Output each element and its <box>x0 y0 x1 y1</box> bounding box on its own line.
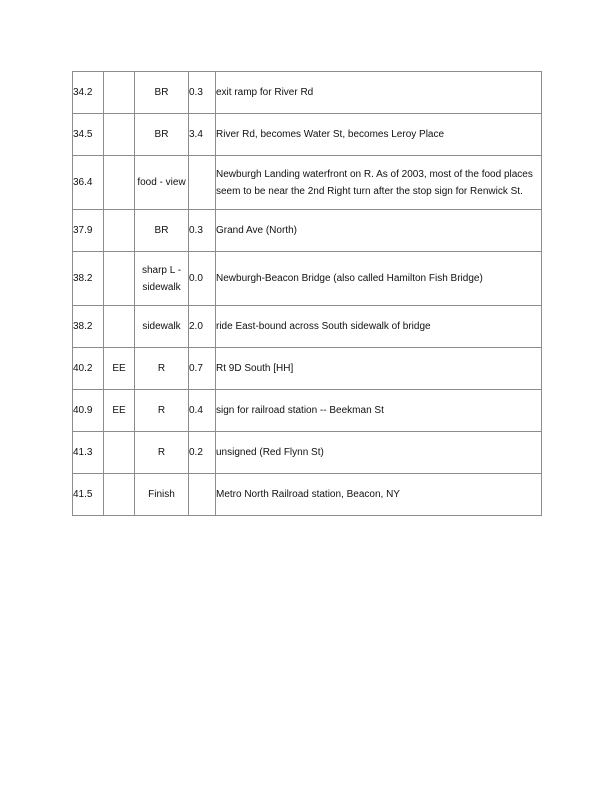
table-row <box>73 210 542 252</box>
tag-cell <box>104 210 135 252</box>
distance-cell: 0.0 <box>189 252 216 306</box>
description-cell: Grand Ave (North) <box>216 210 542 252</box>
turn-cell: R <box>135 432 189 474</box>
distance-cell: 3.4 <box>189 114 216 156</box>
turn-cell: BR <box>135 210 189 252</box>
turn-cell: R <box>135 348 189 390</box>
turn-cell: food - view <box>135 156 189 210</box>
description-cell: Metro North Railroad station, Beacon, NY <box>216 474 542 516</box>
tag-cell <box>104 72 135 114</box>
tag-cell: EE <box>104 390 135 432</box>
mileage-cell: 41.3 <box>73 432 104 474</box>
description-cell: Rt 9D South [HH] <box>216 348 542 390</box>
distance-cell: 0.4 <box>189 390 216 432</box>
tag-cell <box>104 474 135 516</box>
description-cell: Newburgh-Beacon Bridge (also called Hamilton Fish Bridge) <box>216 252 542 306</box>
turn-cell: BR <box>135 114 189 156</box>
turn-cell: sharp L - sidewalk <box>135 252 189 306</box>
table-row <box>73 156 542 210</box>
table-row <box>73 474 542 516</box>
mileage-cell: 38.2 <box>73 306 104 348</box>
table-row <box>73 114 542 156</box>
mileage-cell: 34.2 <box>73 72 104 114</box>
turn-cell: BR <box>135 72 189 114</box>
table-row <box>73 390 542 432</box>
description-cell: Newburgh Landing waterfront on R. As of 2003, most of the food places seem to be near the 2nd Right turn after the stop sign for Renwick St. <box>216 156 542 210</box>
table-row <box>73 306 542 348</box>
turn-cell: R <box>135 390 189 432</box>
mileage-cell: 36.4 <box>73 156 104 210</box>
table-row <box>73 252 542 306</box>
description-cell: exit ramp for River Rd <box>216 72 542 114</box>
tag-cell <box>104 252 135 306</box>
distance-cell: 2.0 <box>189 306 216 348</box>
distance-cell <box>189 474 216 516</box>
table-row <box>73 72 542 114</box>
tag-cell <box>104 432 135 474</box>
mileage-cell: 40.2 <box>73 348 104 390</box>
cue-sheet-table <box>72 71 542 516</box>
description-cell: ride East-bound across South sidewalk of bridge <box>216 306 542 348</box>
mileage-cell: 41.5 <box>73 474 104 516</box>
distance-cell <box>189 156 216 210</box>
mileage-cell: 34.5 <box>73 114 104 156</box>
description-cell: unsigned (Red Flynn St) <box>216 432 542 474</box>
distance-cell: 0.3 <box>189 72 216 114</box>
table-row <box>73 432 542 474</box>
distance-cell: 0.7 <box>189 348 216 390</box>
tag-cell: EE <box>104 348 135 390</box>
distance-cell: 0.3 <box>189 210 216 252</box>
description-cell: sign for railroad station -- Beekman St <box>216 390 542 432</box>
mileage-cell: 38.2 <box>73 252 104 306</box>
tag-cell <box>104 156 135 210</box>
turn-cell: Finish <box>135 474 189 516</box>
table-row <box>73 348 542 390</box>
description-cell: River Rd, becomes Water St, becomes Leroy Place <box>216 114 542 156</box>
tag-cell <box>104 306 135 348</box>
mileage-cell: 40.9 <box>73 390 104 432</box>
turn-cell: sidewalk <box>135 306 189 348</box>
tag-cell <box>104 114 135 156</box>
distance-cell: 0.2 <box>189 432 216 474</box>
mileage-cell: 37.9 <box>73 210 104 252</box>
